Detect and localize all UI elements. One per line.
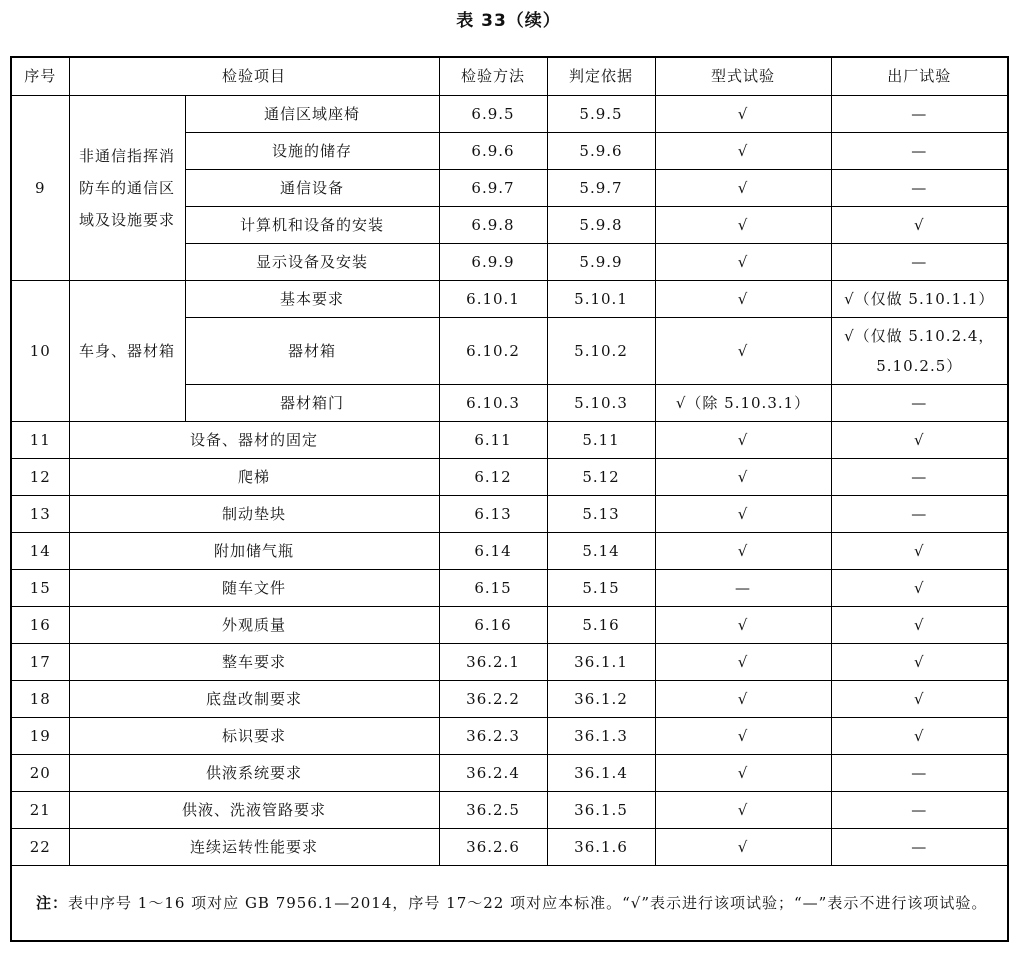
factory-test-cell: √ [831,570,1008,607]
seq-cell: 21 [11,792,69,829]
factory-test-cell: √（仅做 5.10.2.4，5.10.2.5） [831,318,1008,385]
method-cell: 6.10.1 [439,281,547,318]
basis-cell: 5.12 [547,459,655,496]
factory-test-cell: √ [831,533,1008,570]
item-cell: 随车文件 [69,570,439,607]
type-test-cell: √ [655,792,831,829]
table-row [11,533,1008,570]
type-test-cell: √ [655,133,831,170]
item-cell: 设施的储存 [185,133,439,170]
factory-test-cell: √ [831,681,1008,718]
basis-cell: 5.14 [547,533,655,570]
basis-cell: 36.1.1 [547,644,655,681]
factory-test-cell: √ [831,718,1008,755]
basis-cell: 36.1.2 [547,681,655,718]
seq-cell: 18 [11,681,69,718]
basis-cell: 5.16 [547,607,655,644]
inspection-table [10,56,1009,942]
basis-cell: 5.9.6 [547,133,655,170]
method-cell: 6.15 [439,570,547,607]
item-cell: 整车要求 [69,644,439,681]
item-cell: 连续运转性能要求 [69,829,439,866]
header-item: 检验项目 [69,57,439,96]
type-test-cell: √ [655,681,831,718]
type-test-cell: √ [655,459,831,496]
method-cell: 6.13 [439,496,547,533]
method-cell: 6.10.2 [439,318,547,385]
factory-test-cell: √ [831,607,1008,644]
factory-test-cell: √（仅做 5.10.1.1） [831,281,1008,318]
method-cell: 36.2.6 [439,829,547,866]
seq-cell: 22 [11,829,69,866]
note-row [11,866,1008,942]
type-test-cell: √ [655,755,831,792]
method-cell: 6.9.9 [439,244,547,281]
factory-test-cell: — [831,459,1008,496]
type-test-cell: √ [655,96,831,133]
basis-cell: 36.1.4 [547,755,655,792]
method-cell: 6.9.8 [439,207,547,244]
seq-cell: 17 [11,644,69,681]
seq-cell: 14 [11,533,69,570]
type-test-cell: √ [655,829,831,866]
item-cell: 供液、洗液管路要求 [69,792,439,829]
table-row [11,281,1008,318]
method-cell: 36.2.3 [439,718,547,755]
factory-test-cell: — [831,385,1008,422]
basis-cell: 5.9.7 [547,170,655,207]
item-cell: 标识要求 [69,718,439,755]
method-cell: 6.9.5 [439,96,547,133]
item-cell: 外观质量 [69,607,439,644]
factory-test-cell: — [831,170,1008,207]
basis-cell: 5.10.2 [547,318,655,385]
factory-test-cell: — [831,829,1008,866]
seq-cell: 19 [11,718,69,755]
factory-test-cell: √ [831,422,1008,459]
table-caption: 表 33（续） [456,11,561,31]
basis-cell: 5.9.9 [547,244,655,281]
basis-cell: 5.11 [547,422,655,459]
note-text: 表中序号 1～16 项对应 GB 7956.1—2014，序号 17～22 项对应本标准。“√”表示进行该项试验；“—”表示不进行该项试验。 [68,894,988,912]
seq-cell: 9 [11,96,69,281]
header-seq: 序号 [11,57,69,96]
basis-cell: 36.1.6 [547,829,655,866]
type-test-cell: — [655,570,831,607]
header-factory-test: 出厂试验 [831,57,1008,96]
seq-cell: 16 [11,607,69,644]
item-cell: 显示设备及安装 [185,244,439,281]
basis-cell: 36.1.3 [547,718,655,755]
factory-test-cell: — [831,96,1008,133]
basis-cell: 5.15 [547,570,655,607]
method-cell: 6.10.3 [439,385,547,422]
item-cell: 通信设备 [185,170,439,207]
seq-cell: 10 [11,281,69,422]
factory-test-cell: — [831,496,1008,533]
factory-test-cell: √ [831,644,1008,681]
item-cell: 附加储气瓶 [69,533,439,570]
factory-test-cell: √ [831,207,1008,244]
group-label-cell: 车身、器材箱 [69,281,185,422]
item-cell: 制动垫块 [69,496,439,533]
note-cell [11,866,1008,942]
factory-test-cell: — [831,792,1008,829]
basis-cell: 36.1.5 [547,792,655,829]
basis-cell: 5.10.3 [547,385,655,422]
table-row [11,496,1008,533]
table-row [11,681,1008,718]
header-method: 检验方法 [439,57,547,96]
type-test-cell: √ [655,207,831,244]
item-cell: 器材箱 [185,318,439,385]
table-row [11,570,1008,607]
item-cell: 器材箱门 [185,385,439,422]
factory-test-cell: — [831,244,1008,281]
type-test-cell: √ [655,170,831,207]
table-row [11,792,1008,829]
factory-test-cell: — [831,755,1008,792]
item-cell: 基本要求 [185,281,439,318]
method-cell: 36.2.4 [439,755,547,792]
header-basis: 判定依据 [547,57,655,96]
seq-cell: 20 [11,755,69,792]
group-label-cell: 非通信指挥消防车的通信区域及设施要求 [69,96,185,281]
type-test-cell: √ [655,281,831,318]
table-row [11,755,1008,792]
table-row [11,644,1008,681]
method-cell: 36.2.5 [439,792,547,829]
type-test-cell: √ [655,533,831,570]
method-cell: 6.14 [439,533,547,570]
method-cell: 6.12 [439,459,547,496]
seq-cell: 13 [11,496,69,533]
type-test-cell: √ [655,644,831,681]
table-row [11,459,1008,496]
seq-cell: 15 [11,570,69,607]
type-test-cell: √ [655,496,831,533]
table-row [11,829,1008,866]
table-row [11,607,1008,644]
type-test-cell: √ [655,318,831,385]
item-cell: 设备、器材的固定 [69,422,439,459]
method-cell: 6.11 [439,422,547,459]
table-row [11,96,1008,133]
item-cell: 通信区域座椅 [185,96,439,133]
item-cell: 计算机和设备的安装 [185,207,439,244]
type-test-cell: √ [655,718,831,755]
factory-test-cell: — [831,133,1008,170]
seq-cell: 11 [11,422,69,459]
seq-cell: 12 [11,459,69,496]
header-type-test: 型式试验 [655,57,831,96]
item-cell: 底盘改制要求 [69,681,439,718]
type-test-cell: √ [655,244,831,281]
header-row [11,57,1008,96]
method-cell: 6.16 [439,607,547,644]
type-test-cell: √ [655,422,831,459]
basis-cell: 5.9.5 [547,96,655,133]
method-cell: 36.2.1 [439,644,547,681]
method-cell: 6.9.7 [439,170,547,207]
type-test-cell: √ [655,607,831,644]
method-cell: 6.9.6 [439,133,547,170]
item-cell: 供液系统要求 [69,755,439,792]
note-label: 注： [36,894,69,912]
type-test-cell: √（除 5.10.3.1） [655,385,831,422]
item-cell: 爬梯 [69,459,439,496]
table-row [11,422,1008,459]
basis-cell: 5.9.8 [547,207,655,244]
basis-cell: 5.10.1 [547,281,655,318]
method-cell: 36.2.2 [439,681,547,718]
basis-cell: 5.13 [547,496,655,533]
table-row [11,718,1008,755]
